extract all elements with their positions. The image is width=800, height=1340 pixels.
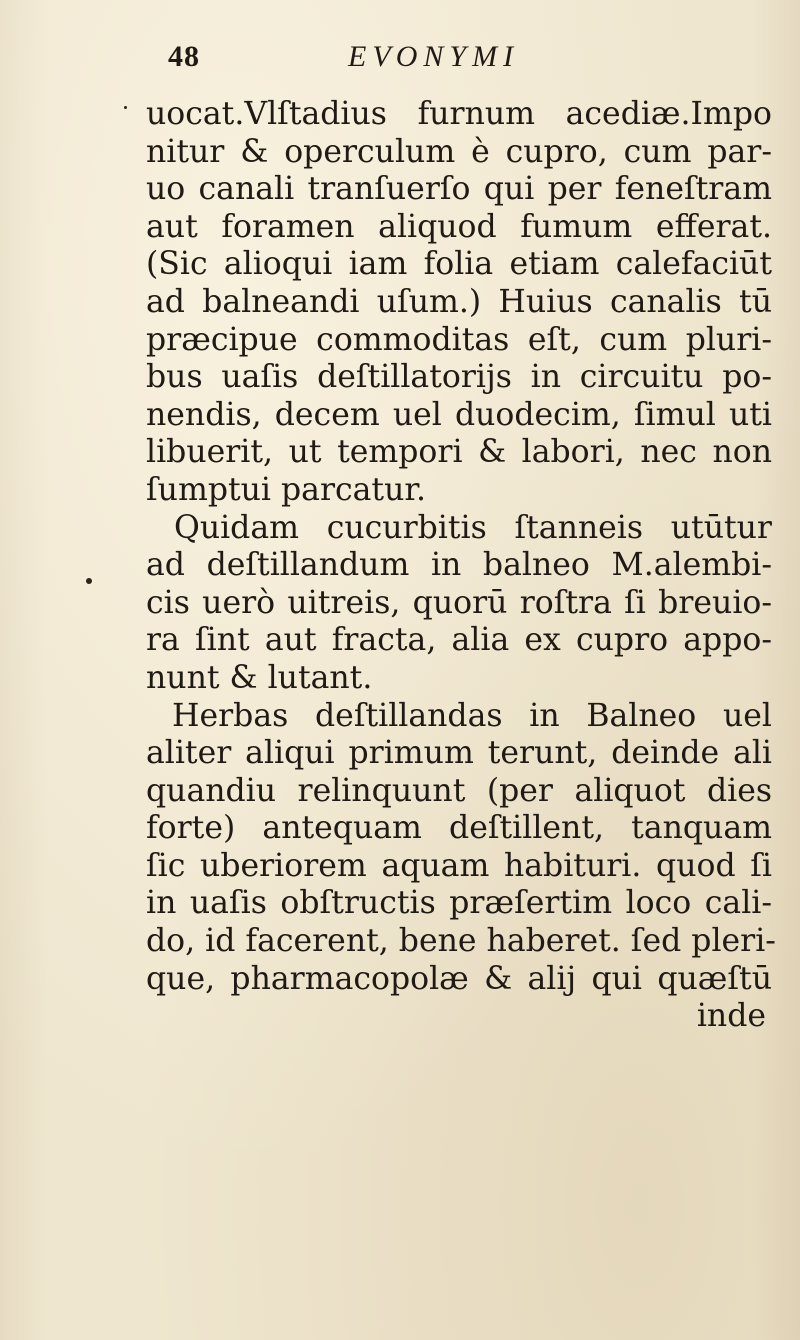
text-line: libuerit, ut tempori & labori, nec non xyxy=(146,434,772,471)
running-head: EVONYMI xyxy=(348,40,520,73)
margin-mark xyxy=(124,106,127,109)
text-line: ad deſtillandum in balneo M.alembi- xyxy=(146,547,772,584)
text-line: uocat.Vlſtadius furnum acediæ.Impo xyxy=(146,96,772,132)
text-line: nunt & lutant. xyxy=(146,659,373,696)
text-line: (Sic alioqui iam folia etiam calefaciūt xyxy=(146,246,772,283)
page-header xyxy=(0,40,800,80)
text-line: præcipue commoditas eſt, cum pluri- xyxy=(146,321,772,358)
text-line: in uaſis obſtructis præſertim loco cali- xyxy=(146,885,772,922)
text-line: ſumptui parcatur. xyxy=(146,471,426,508)
text-line: ſic uberiorem aquam habituri. quod ſi xyxy=(146,847,772,884)
text-line: ad balneandi uſum.) Huius canalis tū xyxy=(146,283,772,320)
page-number: 48 xyxy=(168,40,200,73)
text-line: nendis, decem uel duodecim, ſimul uti xyxy=(146,396,772,433)
text-line: cis uerò uitreis, quorū roſtra ſi breuio- xyxy=(146,584,772,621)
text-line: Quidam cucurbitis ſtanneis utūtur xyxy=(174,509,772,546)
text-line: forte) antequam deſtillent, tanquam xyxy=(146,810,772,847)
text-line: que, pharmacopolæ & alij qui quæſtū xyxy=(146,960,772,997)
text-line: aliter aliqui primum terunt, deinde ali xyxy=(146,735,772,772)
text-line: nitur & operculum è cupro, cum par- xyxy=(146,133,772,170)
text-line: aut foramen aliquod fumum efferat. xyxy=(146,208,772,245)
text-line: quandiu relinquunt (per aliquot dies xyxy=(146,772,772,809)
text-line: Herbas deſtillandas in Balneo uel xyxy=(172,697,772,734)
text-line: ra ſint aut fracta, alia ex cupro appo- xyxy=(146,622,772,659)
text-line: uo canali tranſuerſo qui per feneſtram xyxy=(146,171,772,208)
catchword: inde xyxy=(696,998,766,1035)
margin-mark xyxy=(86,578,92,584)
body-text xyxy=(146,96,776,1036)
text-line: bus uaſis deſtillatorijs in circuitu po- xyxy=(146,359,772,396)
text-line: do, id facerent, bene haberet. ſed pleri- xyxy=(146,923,776,960)
